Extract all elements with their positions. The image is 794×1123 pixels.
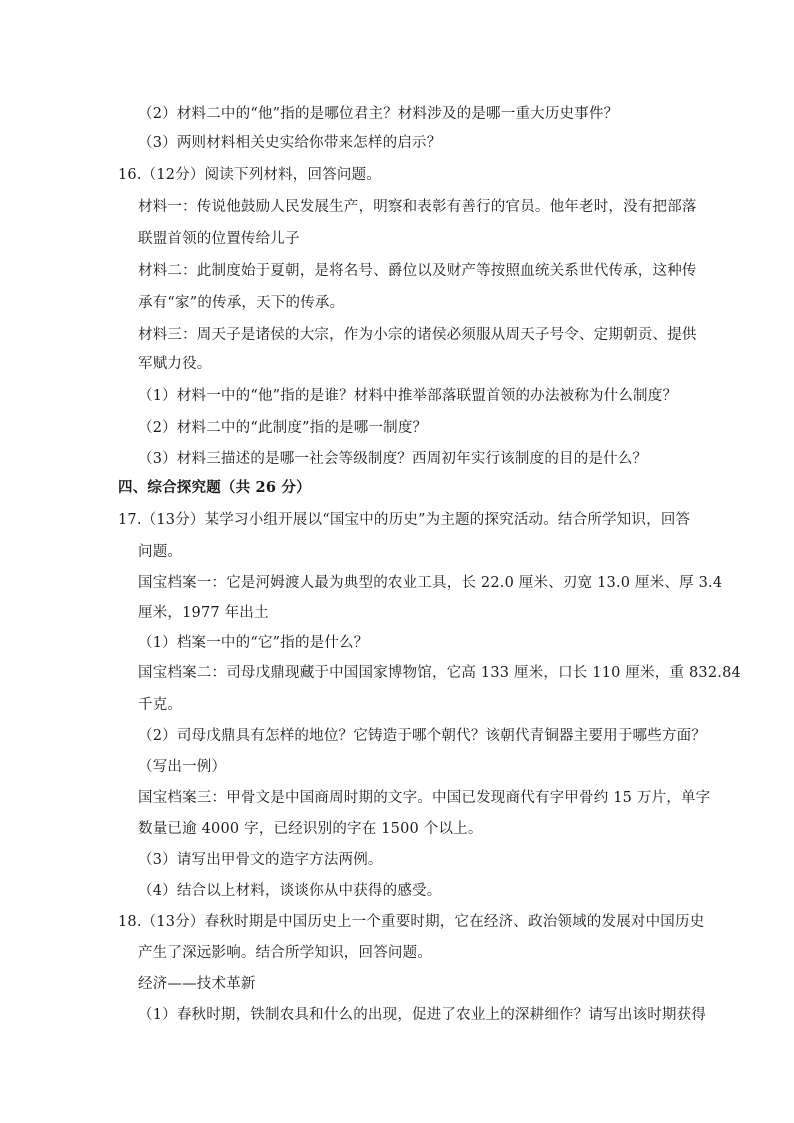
q16-subquestion-2: （2）材料二中的“此制度”指的是哪一制度？ [138,420,428,436]
q15-subquestion-3: （3）两则材料相关史实给你带来怎样的启示？ [138,135,442,151]
q16-material-1-line-1: 材料一：传说他鼓励人民发展生产，明察和表彰有善行的官员。他年老时，没有把部落 [138,199,697,215]
q16-heading: 16.（12分）阅读下列材料，回答问题。 [118,167,382,183]
q17-archive-1-line-1: 国宝档案一：它是河姆渡人最为典型的农业工具，长 22.0 厘米、刃宽 13.0 厘米、厚 3.4 [138,575,723,591]
q16-subquestion-3: （3）材料三描述的是哪一社会等级制度？西周初年实行该制度的目的是什么？ [138,451,648,467]
q16-material-2-line-2: 承有“家”的传承，天下的传承。 [138,295,345,311]
q15-subquestion-2: （2）材料二中的“他”指的是哪位君主？材料涉及的是哪一重大历史事件？ [138,106,619,122]
q17-archive-2-line-2: 千克。 [138,697,183,713]
q17-subquestion-4: （4）结合以上材料，谈谈你从中获得的感受。 [138,883,442,899]
q16-material-3-line-1: 材料三：周天子是诸侯的大宗，作为小宗的诸侯必须服从周天子号令、定期朝贡、提供 [138,327,697,343]
q17-archive-2-line-1: 国宝档案二：司母戊鼎现藏于中国国家博物馆，它高 133 厘米，口长 110 厘米，重 832.84 [138,665,741,681]
section-4-title: 四、综合探究题（共 26 分） [118,479,311,496]
q17-archive-3-line-1: 国宝档案三：甲骨文是中国商周时期的文字。中国已发现商代有字甲骨约 15 万片，单字 [138,790,711,806]
q17-subquestion-3: （3）请写出甲骨文的造字方法两例。 [138,852,383,868]
q18-subquestion-1: （1）春秋时期，铁制农具和什么的出现，促进了农业上的深耕细作？请写出该时期获得 [138,1007,707,1023]
q16-material-3-line-2: 军赋力役。 [138,356,212,372]
q17-archive-3-line-2: 数量已逾 4000 字，已经识别的字在 1500 个以上。 [138,821,483,837]
q16-material-2-line-1: 材料二：此制度始于夏朝，是将名号、爵位以及财产等按照血统关系世代传承，这种传 [138,263,697,279]
q18-heading-line-1: 18.（13分）春秋时期是中国历史上一个重要时期，它在经济、政治领域的发展对中国历史 [118,914,705,930]
q18-heading-line-2: 产生了深远影响。结合所学知识，回答问题。 [138,945,432,961]
q17-heading-line-1: 17.（13分）某学习小组开展以“国宝中的历史”为主题的探究活动。结合所学知识，回答 [118,512,691,528]
q17-subquestion-2-line-1: （2）司母戊鼎具有怎样的地位？它铸造于哪个朝代？该朝代青铜器主要用于哪些方面？ [138,728,707,744]
q16-material-1-line-2: 联盟首领的位置传给儿子 [138,231,300,247]
q17-subquestion-2-line-2: （写出一例） [138,759,227,775]
q17-archive-1-line-2: 厘米，1977 年出土 [138,605,269,621]
q16-subquestion-1: （1）材料一中的“他”指的是谁？材料中推举部落联盟首领的办法被称为什么制度？ [138,388,678,404]
q17-heading-line-2: 问题。 [138,544,183,560]
q18-topic-economy: 经济——技术革新 [138,976,256,992]
q17-subquestion-1: （1）档案一中的“它”指的是什么？ [138,635,369,651]
